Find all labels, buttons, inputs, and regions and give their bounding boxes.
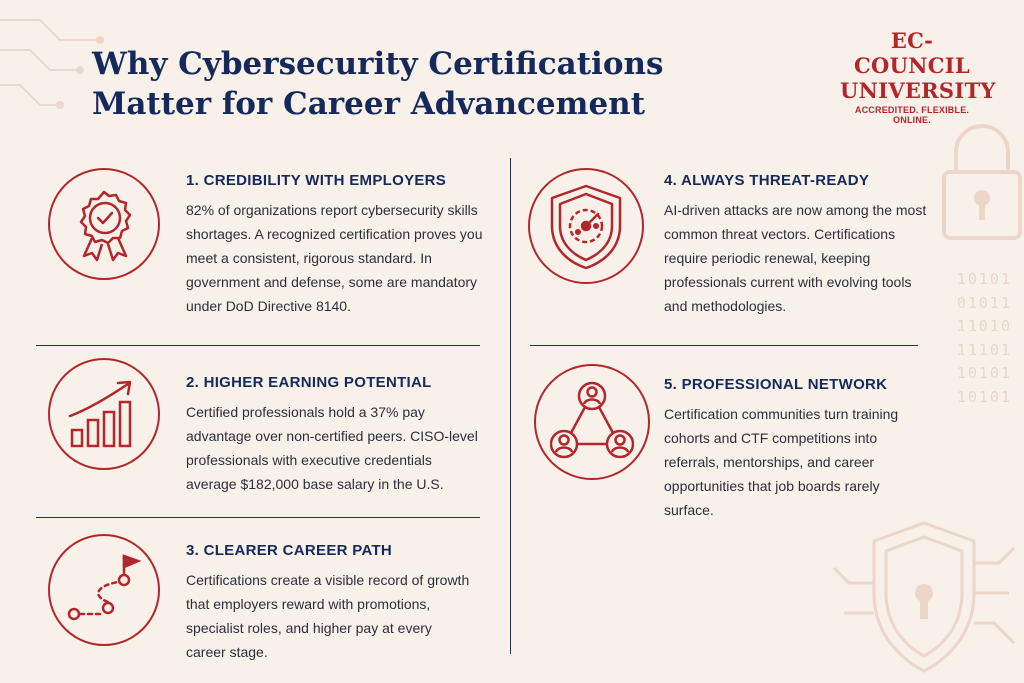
section-body-career-path: Certifications create a visible record of growth that employers reward with promotions, specialist roles, and higher pay at every career stage. bbox=[186, 572, 470, 660]
section-body-credibility: 82% of organizations report cybersecurity skills shortages. A recognized certification proves you meet a consistent, rigorous standard. In government and defense, some are mandatory under DoD Directive 8140. bbox=[186, 202, 483, 314]
page-title bbox=[92, 44, 712, 124]
section-body-earning: Certified professionals hold a 37% pay advantage over non-certified peers. CISO-level professionals with executive credentials average $182,000 base salary in the U.S. bbox=[186, 404, 478, 492]
section-heading-career-path: 3. CLEARER CAREER PATH bbox=[186, 542, 393, 559]
growth-chart-icon bbox=[48, 358, 160, 470]
career-path-flag-icon bbox=[48, 534, 160, 646]
shield-radar-icon bbox=[528, 168, 644, 284]
page-title-line-2: Matter for Career Advancement bbox=[92, 86, 646, 122]
binary-row: 11101 bbox=[956, 340, 1012, 359]
people-network-icon bbox=[534, 364, 650, 480]
binary-row: 10101 bbox=[956, 387, 1012, 406]
binary-row: 11010 bbox=[956, 317, 1012, 335]
brand-name-line-1: EC-COUNCIL bbox=[854, 28, 970, 78]
section-heading-earning: 2. HIGHER EARNING POTENTIAL bbox=[186, 374, 432, 391]
section-body-network: Certification communities turn training cohorts and CTF competitions into referrals, mentorships, and career opportunities that job boards rarely surface. bbox=[664, 406, 899, 518]
column-divider bbox=[510, 158, 511, 654]
binary-row: 01011 bbox=[956, 293, 1012, 312]
section-divider bbox=[36, 517, 480, 518]
section-body-threat-ready: AI-driven attacks are now among the most common threat vectors. Certifications require periodic renewal, keeping professionals current with evolving tools and methodologies. bbox=[664, 202, 927, 314]
section-divider bbox=[36, 345, 480, 346]
section-divider bbox=[530, 345, 918, 346]
padlock-watermark-icon bbox=[934, 114, 1024, 244]
binary-row: 10101 bbox=[956, 270, 1012, 288]
brand-name-line-2: UNIVERSITY bbox=[840, 78, 996, 103]
section-heading-credibility: 1. CREDIBILITY WITH EMPLOYERS bbox=[186, 172, 447, 189]
brand-logo bbox=[840, 28, 996, 125]
binary-row: 10101 bbox=[956, 364, 1012, 382]
binary-watermark bbox=[957, 268, 1012, 409]
section-heading-threat-ready: 4. ALWAYS THREAT-READY bbox=[664, 172, 870, 189]
page-title-line-1: Why Cybersecurity Certifications bbox=[92, 46, 664, 82]
section-heading-network: 5. PROFESSIONAL NETWORK bbox=[664, 376, 888, 393]
award-ribbon-icon bbox=[48, 168, 160, 280]
brand-tagline: ACCREDITED. FLEXIBLE. ONLINE. bbox=[854, 105, 970, 125]
